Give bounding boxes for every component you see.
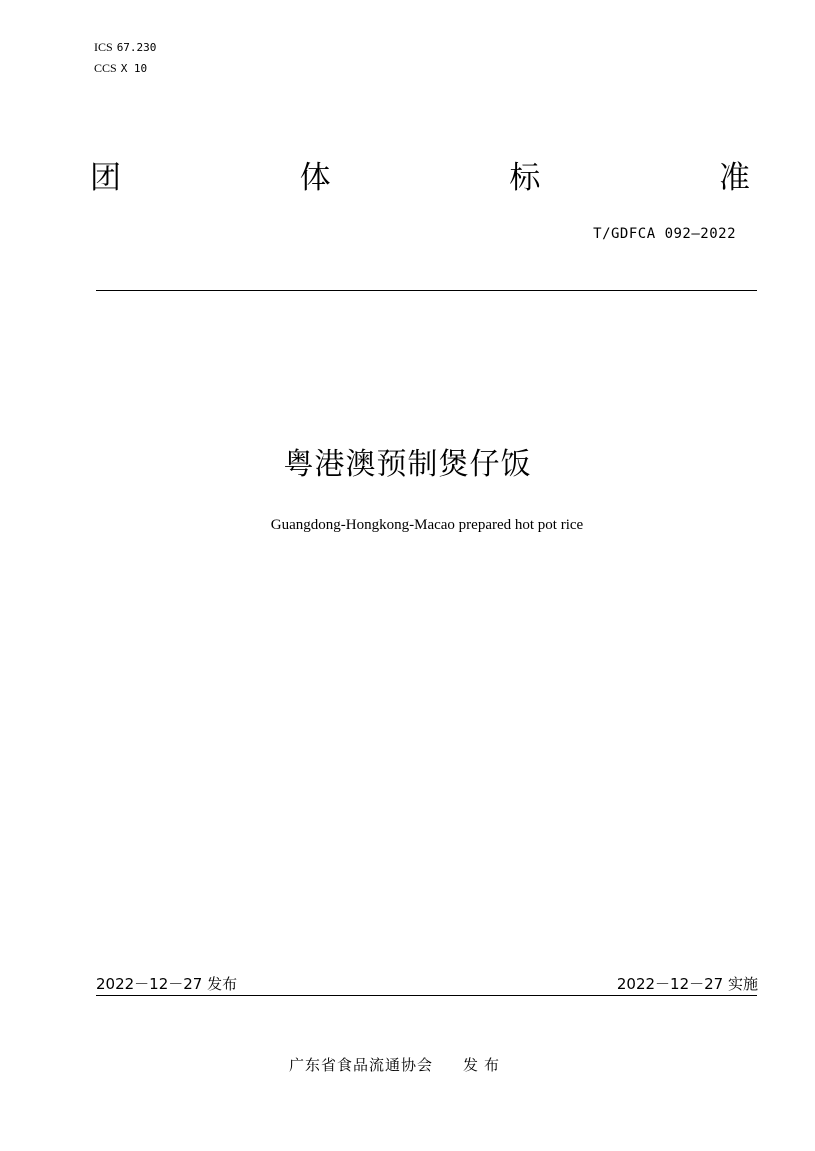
publisher-name: 广东省食品流通协会 (289, 1056, 434, 1074)
implementation-date: 2022－12－27 实施 (616, 975, 758, 993)
ccs-code (94, 61, 147, 76)
standard-type-char: 团 (90, 160, 121, 196)
ccs-value: X 10 (120, 62, 148, 75)
ics-code (94, 40, 156, 55)
standard-type-heading (90, 158, 750, 198)
bottom-divider (96, 995, 757, 996)
standard-type-char: 准 (718, 160, 750, 196)
title-chinese: 粤港澳预制煲仔饭 (283, 447, 532, 482)
issue-date: 2022－12－27 发布 (96, 975, 238, 993)
ics-value: 67.230 (116, 41, 157, 54)
top-divider (96, 290, 757, 291)
standard-number: T/GDFCA 092—2022 (593, 226, 736, 242)
title-english: Guangdong-Hongkong-Macao prepared hot pot rice (270, 517, 584, 533)
standard-type-char: 体 (299, 160, 331, 196)
publisher-action: 发布 (463, 1056, 506, 1074)
ics-label: ICS (94, 40, 113, 54)
standard-type-char: 标 (509, 160, 541, 196)
publisher-line (289, 1054, 505, 1075)
ccs-label: CCS (94, 61, 117, 75)
